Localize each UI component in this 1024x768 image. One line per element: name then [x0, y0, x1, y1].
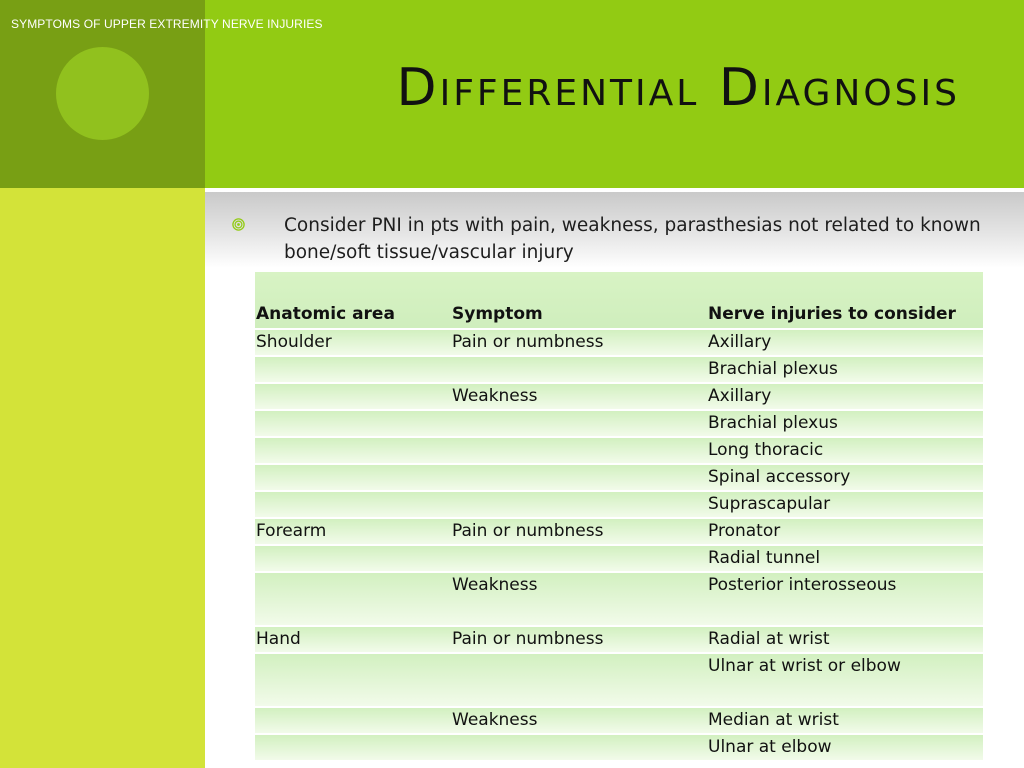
section-label: SYMPTOMS OF UPPER EXTREMITY NERVE INJURIES — [11, 17, 323, 31]
header-symptom: Symptom — [451, 272, 707, 329]
table-row — [255, 437, 983, 464]
table-row — [255, 464, 983, 491]
cell-area — [255, 410, 451, 437]
cell-nerve: Pronator — [707, 518, 983, 545]
cell-area — [255, 572, 451, 626]
cell-area: Hand — [255, 626, 451, 653]
table-row — [255, 329, 983, 356]
cell-area — [255, 437, 451, 464]
cell-area — [255, 383, 451, 410]
header-nerve-injuries: Nerve injuries to consider — [707, 272, 983, 329]
table-row — [255, 653, 983, 707]
cell-nerve: Suprascapular — [707, 491, 983, 518]
table-header-row — [255, 272, 983, 329]
table-row — [255, 410, 983, 437]
cell-symptom — [451, 464, 707, 491]
table-row — [255, 518, 983, 545]
table-row — [255, 491, 983, 518]
cell-symptom — [451, 356, 707, 383]
cell-symptom — [451, 545, 707, 572]
cell-nerve: Long thoracic — [707, 437, 983, 464]
cell-area — [255, 464, 451, 491]
table-row — [255, 734, 983, 761]
slide-title: Differential Diagnosis — [396, 58, 960, 118]
cell-symptom — [451, 653, 707, 707]
cell-nerve: Radial at wrist — [707, 626, 983, 653]
table-row — [255, 383, 983, 410]
cell-symptom: Pain or numbness — [451, 626, 707, 653]
cell-symptom: Weakness — [451, 572, 707, 626]
cell-area — [255, 734, 451, 761]
cell-symptom — [451, 410, 707, 437]
cell-symptom — [451, 437, 707, 464]
cell-nerve: Axillary — [707, 329, 983, 356]
cell-nerve: Ulnar at elbow — [707, 734, 983, 761]
target-bullet-icon — [232, 216, 245, 229]
decorative-circle — [56, 47, 149, 140]
bullet-text: Consider PNI in pts with pain, weakness, parasthesias not related to known bone/soft tissue/vascular injury — [284, 215, 981, 263]
cell-area — [255, 545, 451, 572]
table-row — [255, 356, 983, 383]
cell-symptom — [451, 734, 707, 761]
cell-nerve: Brachial plexus — [707, 410, 983, 437]
cell-area — [255, 653, 451, 707]
cell-nerve: Posterior interosseous — [707, 572, 983, 626]
side-strip — [0, 188, 205, 768]
cell-symptom: Weakness — [451, 383, 707, 410]
cell-nerve: Spinal accessory — [707, 464, 983, 491]
cell-nerve: Median at wrist — [707, 707, 983, 734]
cell-symptom: Pain or numbness — [451, 518, 707, 545]
cell-nerve: Axillary — [707, 383, 983, 410]
cell-area: Forearm — [255, 518, 451, 545]
cell-symptom: Pain or numbness — [451, 329, 707, 356]
differential-table — [255, 272, 983, 762]
table-row — [255, 626, 983, 653]
table-row — [255, 572, 983, 626]
cell-nerve: Ulnar at wrist or elbow — [707, 653, 983, 707]
table-row — [255, 545, 983, 572]
nerve-injury-table — [255, 272, 983, 762]
cell-nerve: Brachial plexus — [707, 356, 983, 383]
cell-nerve: Radial tunnel — [707, 545, 983, 572]
header-anatomic-area: Anatomic area — [255, 272, 451, 329]
cell-area: Shoulder — [255, 329, 451, 356]
table-row — [255, 707, 983, 734]
cell-area — [255, 491, 451, 518]
cell-symptom: Weakness — [451, 707, 707, 734]
cell-area — [255, 707, 451, 734]
cell-area — [255, 356, 451, 383]
cell-symptom — [451, 491, 707, 518]
